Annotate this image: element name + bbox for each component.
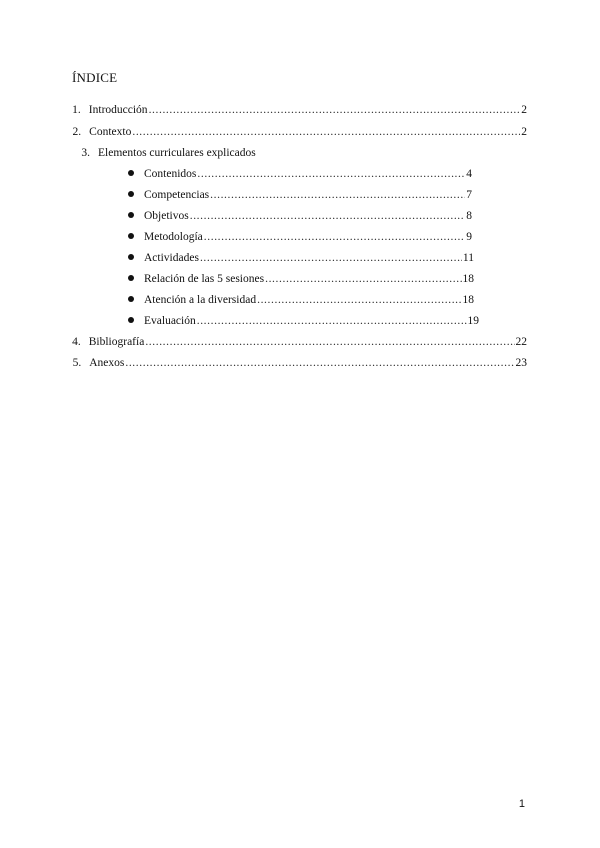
toc-subitem-page: 18 xyxy=(462,294,474,306)
toc-item-page: 2 xyxy=(521,104,527,116)
toc-subitem-page: 7 xyxy=(466,189,472,201)
toc-item-page: 2 xyxy=(521,126,527,138)
toc-subitem-label: Evaluación xyxy=(144,315,196,327)
toc-item-number: 5. xyxy=(72,357,82,369)
dot-leader xyxy=(125,356,514,370)
toc-subitem-page: 8 xyxy=(466,210,472,222)
dot-leader xyxy=(190,209,466,223)
toc-item-label: Elementos curriculares explicados xyxy=(98,147,256,159)
toc-subitem-label: Actividades xyxy=(144,252,199,264)
toc-subitem-objetivos xyxy=(128,209,472,223)
bullet-icon xyxy=(128,212,134,218)
dot-leader xyxy=(265,272,461,286)
dot-leader xyxy=(257,293,461,307)
toc-item-introduccion xyxy=(72,103,527,117)
bullet-icon xyxy=(128,254,134,260)
toc-item-page: 23 xyxy=(515,357,527,369)
bullet-icon xyxy=(128,317,134,323)
dot-leader xyxy=(149,103,521,117)
toc-subitem-page: 18 xyxy=(462,273,474,285)
dot-leader xyxy=(145,335,514,349)
dot-leader xyxy=(200,251,462,265)
toc-subitem-contenidos xyxy=(128,167,472,181)
page-number: 1 xyxy=(518,798,525,810)
toc-item-number: 3. xyxy=(81,147,90,159)
toc-subitem-label: Metodología xyxy=(144,231,203,243)
toc-item-label: Introducción xyxy=(88,104,148,116)
toc-subitem-actividades xyxy=(128,251,474,265)
bullet-icon xyxy=(128,296,134,302)
toc-subitem-evaluacion xyxy=(128,314,479,328)
bullet-icon xyxy=(128,233,134,239)
toc-title: ÍNDICE xyxy=(72,70,118,85)
bullet-icon xyxy=(128,191,134,197)
toc-item-label: Bibliografía xyxy=(88,336,145,348)
toc-item-page: 22 xyxy=(515,336,527,348)
toc-subitem-atencion xyxy=(128,293,474,307)
toc-subitem-page: 11 xyxy=(462,252,474,264)
toc-subitem-label: Competencias xyxy=(144,189,210,201)
toc-item-number: 2. xyxy=(72,126,82,138)
toc-item-label: Contexto xyxy=(89,126,132,138)
toc-subitem-metodologia xyxy=(128,230,472,244)
toc-item-contexto xyxy=(72,125,527,139)
toc-subitem-label: Objetivos xyxy=(144,210,189,222)
toc-item-number: 4. xyxy=(72,336,81,348)
toc-subitem-relacion xyxy=(128,272,474,286)
toc-subitem-competencias xyxy=(128,188,472,202)
toc-subitem-page: 9 xyxy=(466,231,472,243)
toc-item-bibliografia xyxy=(72,335,527,349)
toc-item-anexos xyxy=(72,356,527,370)
toc-subitem-label: Relación de las 5 sesiones xyxy=(144,273,265,285)
dot-leader xyxy=(197,314,467,328)
dot-leader xyxy=(132,125,520,139)
toc-item-number: 1. xyxy=(72,104,81,116)
dot-leader xyxy=(197,167,465,181)
toc-subitem-label: Atención a la diversidad xyxy=(144,294,257,306)
dot-leader xyxy=(204,230,465,244)
toc-item-label: Anexos xyxy=(89,357,125,369)
dot-leader xyxy=(210,188,465,202)
toc-subitem-page: 4 xyxy=(466,168,472,180)
bullet-icon xyxy=(128,170,134,176)
toc-subitem-label: Contenidos xyxy=(144,168,197,180)
bullet-icon xyxy=(128,275,134,281)
toc-item-elementos xyxy=(72,146,256,160)
toc-subitem-page: 19 xyxy=(467,315,479,327)
